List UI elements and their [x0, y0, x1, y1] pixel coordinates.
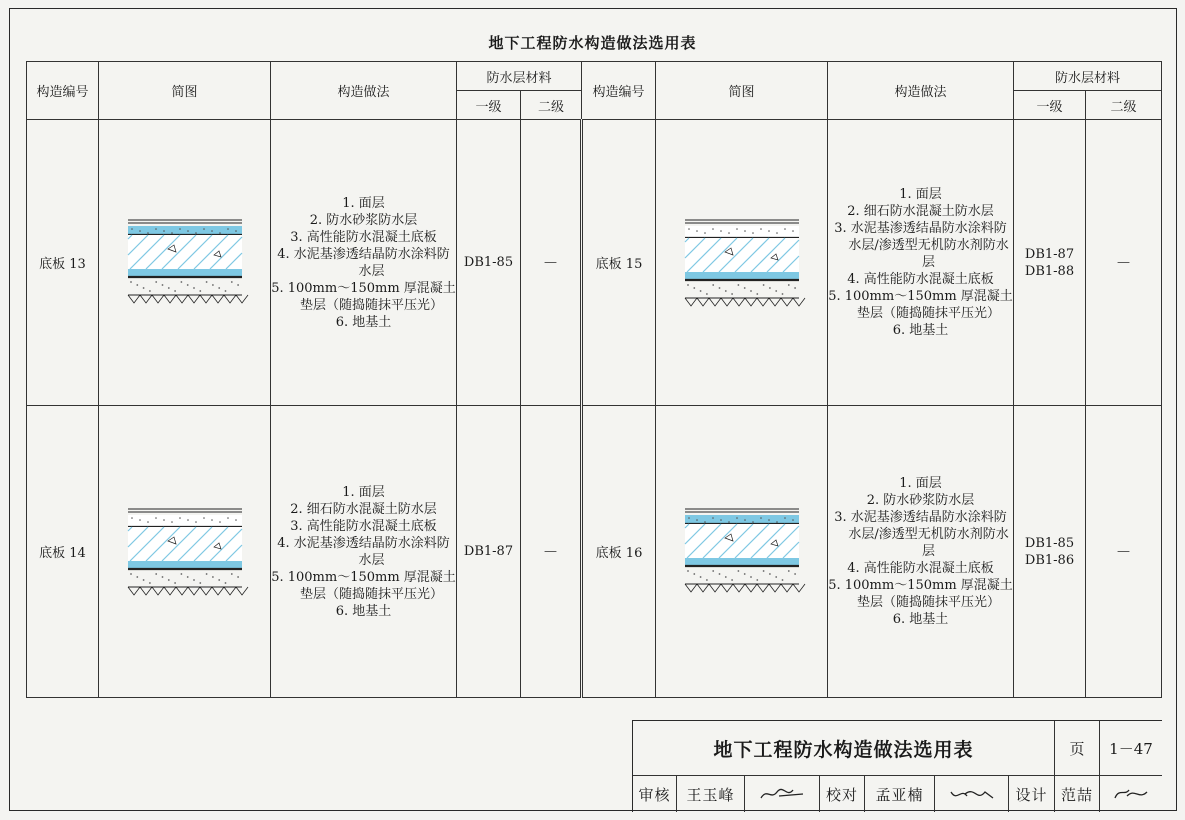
- method-step: 4. 高性能防水混凝土底板: [847, 272, 994, 287]
- table-row: [27, 120, 1162, 406]
- row-code: 底板 15: [582, 120, 656, 406]
- method-step: 6. 地基土: [335, 603, 392, 619]
- check-name: 孟亚楠: [865, 776, 935, 812]
- method-step: 5. 100mm～150mm 厚混凝土垫层（随捣随抹平压光）: [271, 569, 456, 602]
- review-signature: [745, 776, 820, 812]
- page-number: 1－47: [1100, 721, 1162, 776]
- level1-code: DB1-87 DB1-88: [1014, 120, 1086, 406]
- method-step: 4. 水泥基渗透结晶防水涂料防水层: [277, 246, 450, 279]
- method-step: 5. 100mm～150mm 厚混凝土垫层（随捣随抹平压光）: [271, 280, 456, 313]
- method-step: 6. 地基土: [892, 323, 949, 338]
- level2-code: —: [521, 120, 582, 406]
- method-step: 1. 面层: [899, 476, 942, 491]
- header-method: 构造做法: [271, 62, 457, 120]
- method-step: 4. 水泥基渗透结晶防水涂料防水层: [277, 535, 450, 568]
- level1-code: DB1-85: [457, 120, 521, 406]
- level2-code: —: [1086, 120, 1162, 406]
- method-step: 3. 高性能防水混凝土底板: [290, 518, 437, 534]
- table-row: [27, 406, 1162, 698]
- header-material-2: 防水层材料: [1014, 62, 1162, 91]
- design-label: 设计: [1009, 776, 1055, 812]
- method-step: 2. 细石防水混凝土防水层: [290, 501, 437, 517]
- section-diagram: [656, 406, 828, 698]
- method-step: 5. 100mm～150mm 厚混凝土垫层（随捣随抹平压光）: [828, 578, 1013, 610]
- section-diagram: [656, 120, 828, 406]
- method-steps: [828, 120, 1014, 406]
- row-code: 底板 13: [27, 120, 99, 406]
- section-diagram: [99, 406, 271, 698]
- method-step: 1. 面层: [899, 187, 942, 202]
- check-label: 校对: [820, 776, 865, 812]
- header-method-2: 构造做法: [828, 62, 1014, 120]
- method-step: 6. 地基土: [892, 612, 949, 627]
- header-code-2: 构造编号: [582, 62, 656, 120]
- title-block: [632, 720, 1162, 812]
- construction-table: [26, 61, 1162, 698]
- check-signature: [935, 776, 1009, 812]
- method-step: 1. 面层: [342, 484, 385, 500]
- table-title: 地下工程防水构造做法选用表: [488, 34, 697, 52]
- method-step: 1. 面层: [342, 195, 385, 211]
- design-signature: [1100, 776, 1162, 812]
- level1-code: DB1-85 DB1-86: [1014, 406, 1086, 698]
- drawing-name: 地下工程防水构造做法选用表: [633, 721, 1055, 776]
- method-step: 3. 水泥基渗透结晶防水涂料防水层/渗透型无机防水剂防水层: [834, 510, 1009, 559]
- level1-code: DB1-87: [457, 406, 521, 698]
- method-step: 3. 高性能防水混凝土底板: [290, 229, 437, 245]
- method-step: 3. 水泥基渗透结晶防水涂料防水层/渗透型无机防水剂防水层: [834, 221, 1009, 270]
- level2-code: —: [521, 406, 582, 698]
- header-code: 构造编号: [27, 62, 99, 120]
- method-step: 6. 地基土: [335, 314, 392, 330]
- method-step: 2. 防水砂浆防水层: [866, 493, 975, 508]
- design-name: 范喆: [1055, 776, 1100, 812]
- review-label: 审核: [633, 776, 677, 812]
- method-step: 2. 防水砂浆防水层: [309, 212, 418, 228]
- header-level2: 二级: [521, 91, 582, 120]
- method-steps: [271, 406, 457, 698]
- method-step: 2. 细石防水混凝土防水层: [847, 204, 994, 219]
- page-label: 页: [1055, 721, 1100, 776]
- method-step: 5. 100mm～150mm 厚混凝土垫层（随捣随抹平压光）: [828, 289, 1013, 321]
- header-level1: 一级: [457, 91, 521, 120]
- header-level2-2: 二级: [1086, 91, 1162, 120]
- header-material: 防水层材料: [457, 62, 582, 91]
- method-step: 4. 高性能防水混凝土底板: [847, 561, 994, 576]
- review-name: 王玉峰: [677, 776, 745, 812]
- header-diagram: 简图: [99, 62, 271, 120]
- header-diagram-2: 简图: [656, 62, 828, 120]
- header-level1-2: 一级: [1014, 91, 1086, 120]
- section-diagram: [99, 120, 271, 406]
- row-code: 底板 14: [27, 406, 99, 698]
- method-steps: [271, 120, 457, 406]
- method-steps: [828, 406, 1014, 698]
- level2-code: —: [1086, 406, 1162, 698]
- row-code: 底板 16: [582, 406, 656, 698]
